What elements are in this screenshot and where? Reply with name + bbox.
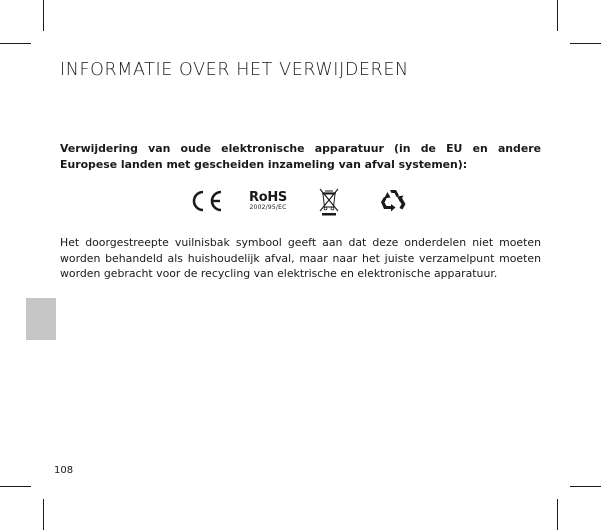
rohs-directive: 2002/95/EC bbox=[249, 204, 287, 211]
crop-mark-top-right-horizontal bbox=[570, 43, 601, 44]
crop-mark-top-left-vertical bbox=[43, 0, 44, 31]
page-number: 108 bbox=[54, 465, 74, 476]
crop-mark-top-left-horizontal bbox=[0, 43, 31, 44]
rohs-label: RoHS bbox=[249, 190, 287, 205]
crop-mark-bottom-left-vertical bbox=[43, 499, 44, 530]
section-tab-marker bbox=[26, 298, 56, 340]
crossed-out-bin-icon bbox=[318, 186, 340, 216]
crop-mark-bottom-left-horizontal bbox=[0, 486, 31, 487]
recycle-icon bbox=[378, 187, 408, 215]
crop-mark-bottom-right-horizontal bbox=[570, 486, 601, 487]
page-title: INFORMATIE OVER HET VERWIJDEREN bbox=[60, 60, 409, 80]
rohs-mark bbox=[246, 191, 290, 212]
body-paragraph: Het doorgestreepte vuilnisbak symbool geeft aan dat deze onderdelen niet moeten worden behandeld als huishoudelijk afval, maar naar het juiste verzamelpunt moeten worden gebracht voor de recycling van elektrische en elektronische apparatuur. bbox=[60, 236, 541, 280]
section-heading: Verwijdering van oude elektronische apparatuur (in de EU en andere Europese landen met gescheiden inzameling van afval systemen): bbox=[60, 142, 541, 171]
ce-mark-icon bbox=[189, 188, 225, 214]
crop-mark-bottom-right-vertical bbox=[557, 499, 558, 530]
crop-mark-top-right-vertical bbox=[557, 0, 558, 31]
